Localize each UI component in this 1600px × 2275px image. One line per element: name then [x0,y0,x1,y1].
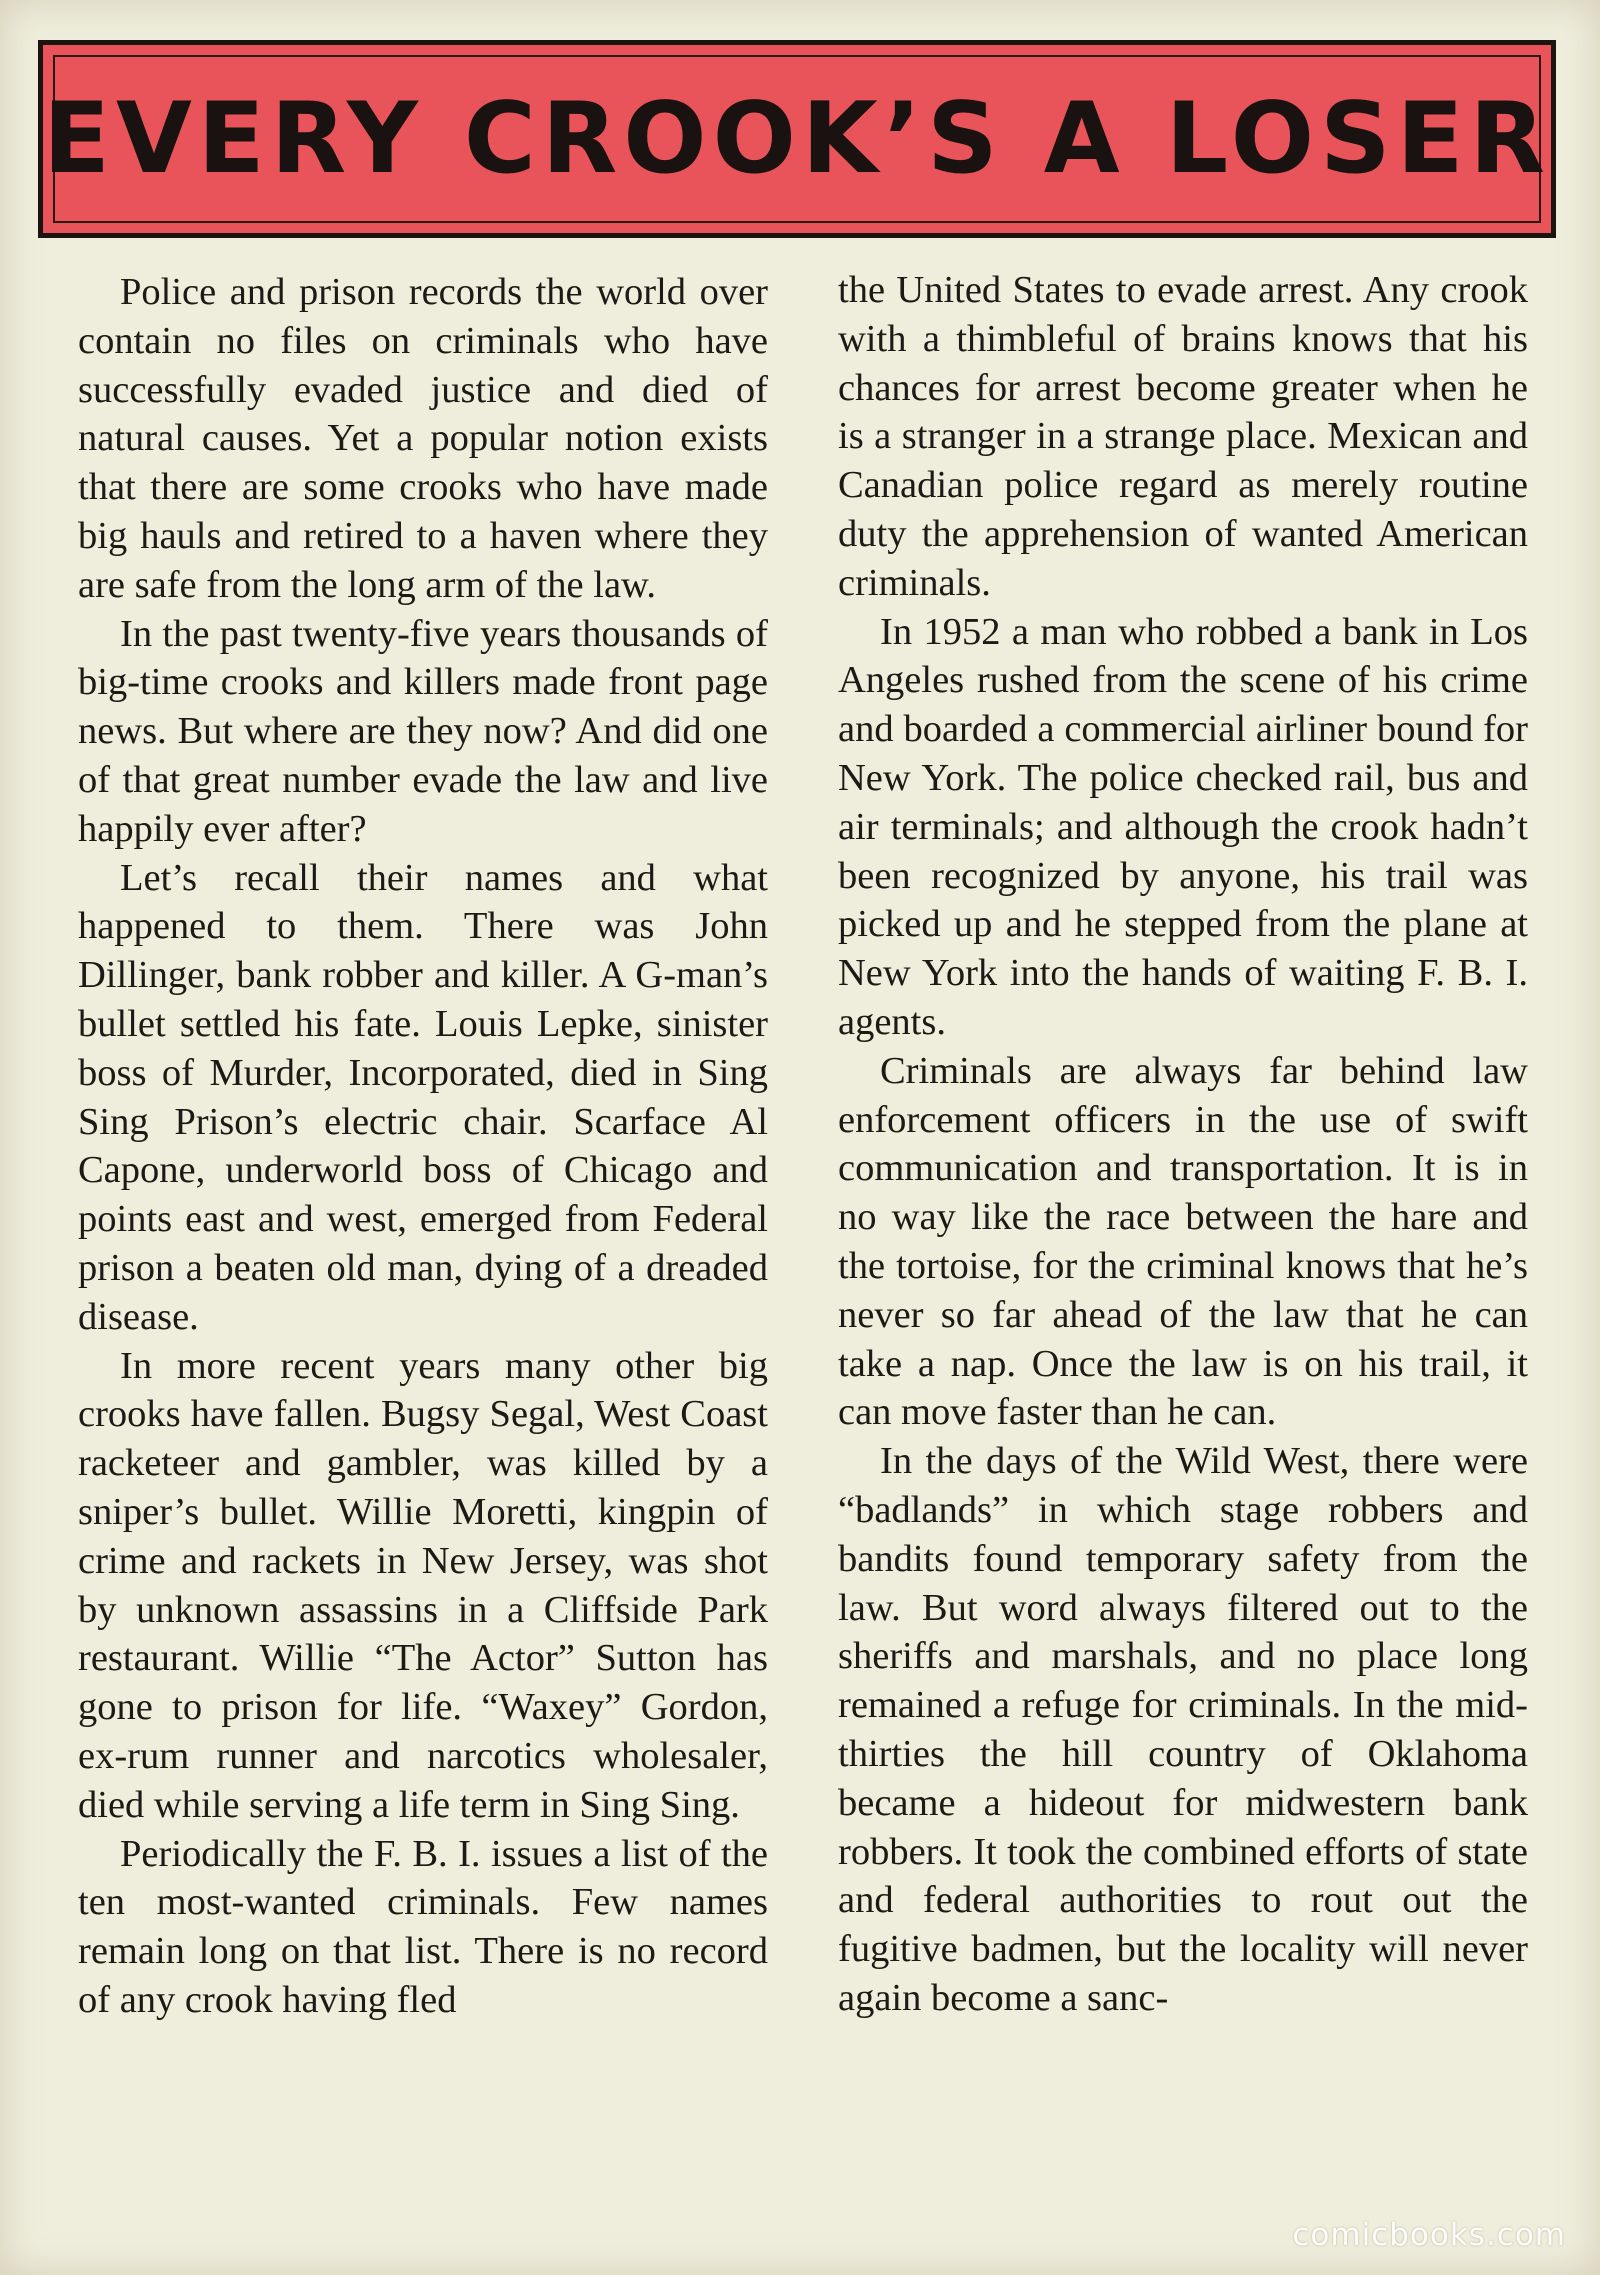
paragraph: Police and prison records the world over contain no files on criminals who have successfully evaded justice and died of natural causes. Yet a popular notion exists that there are some crooks who have made big hauls and retired to a haven where they are safe from the long arm of the law. [78,271,768,606]
paragraph: In the days of the Wild West, there were “badlands” in which stage robbers and bandits found temporary safety from the law. But word always filtered out to the sheriffs and marshals, and no place long remained a refuge for criminals. In the mid-thirties the hill country of Oklahoma became a hideout for midwestern bank robbers. It took the combined efforts of state and federal authorities to rout out the fugitive badmen, but the locality will never again become a sanc- [838,1440,1528,2019]
right-column [838,266,1528,2023]
title-banner [38,40,1556,238]
watermark: comicbooks.com [1292,2217,1566,2253]
paragraph: In more recent years many other big crooks have fallen. Bugsy Segal, West Coast racketeer and gambler, was killed by a sniper’s bullet. Willie Moretti, kingpin of crime and rackets in New Jersey, was shot by unknown assassins in a Cliffside Park restaurant. Willie “The Actor” Sutton has gone to prison for life. “Waxey” Gordon, ex-rum runner and narcotics wholesaler, died while serving a life term in Sing Sing. [78,1344,768,1826]
paragraph-continued: the United States to evade arrest. Any crook with a thimbleful of brains knows that his chances for arrest become greater when he is a stranger in a strange place. Mexican and Canadian police regard as merely routine duty the apprehension of wanted American criminals. [838,269,1528,604]
paragraph: In 1952 a man who robbed a bank in Los Angeles rushed from the scene of his crime and boarded a commercial airliner bound for New York. The police checked rail, bus and air terminals; and although the crook hadn’t been recognized by anyone, his trail was picked up and he stepped from the plane at New York into the hands of waiting F. B. I. agents. [838,610,1528,1043]
paragraph: Let’s recall their names and what happened to them. There was John Dillinger, bank robber and killer. A G-man’s bullet settled his fate. Louis Lepke, sinister boss of Murder, Incorporated, died in Sing Sing Prison’s electric chair. Scarface Al Capone, underworld boss of Chicago and points east and west, emerged from Federal prison a beaten old man, dying of a dreaded disease. [78,856,768,1338]
paragraph: In the past twenty-five years thousands of big-time crooks and killers made front page news. But where are they now? And did one of that great number evade the law and live happily ever after? [78,612,768,850]
page-title: EVERY CROOK’S A LOSER [43,82,1552,196]
left-column [78,268,768,2025]
paragraph: Criminals are always far behind law enforcement officers in the use of swift communication and transportation. It is in no way like the race between the hare and the tortoise, for the criminal knows that he’s never so far ahead of the law that he can take a nap. Once the law is on his trail, it can move faster than he can. [838,1049,1528,1434]
paragraph: Periodically the F. B. I. issues a list of the ten most-wanted criminals. Few names remain long on that list. There is no record of any crook having fled [78,1832,768,2021]
